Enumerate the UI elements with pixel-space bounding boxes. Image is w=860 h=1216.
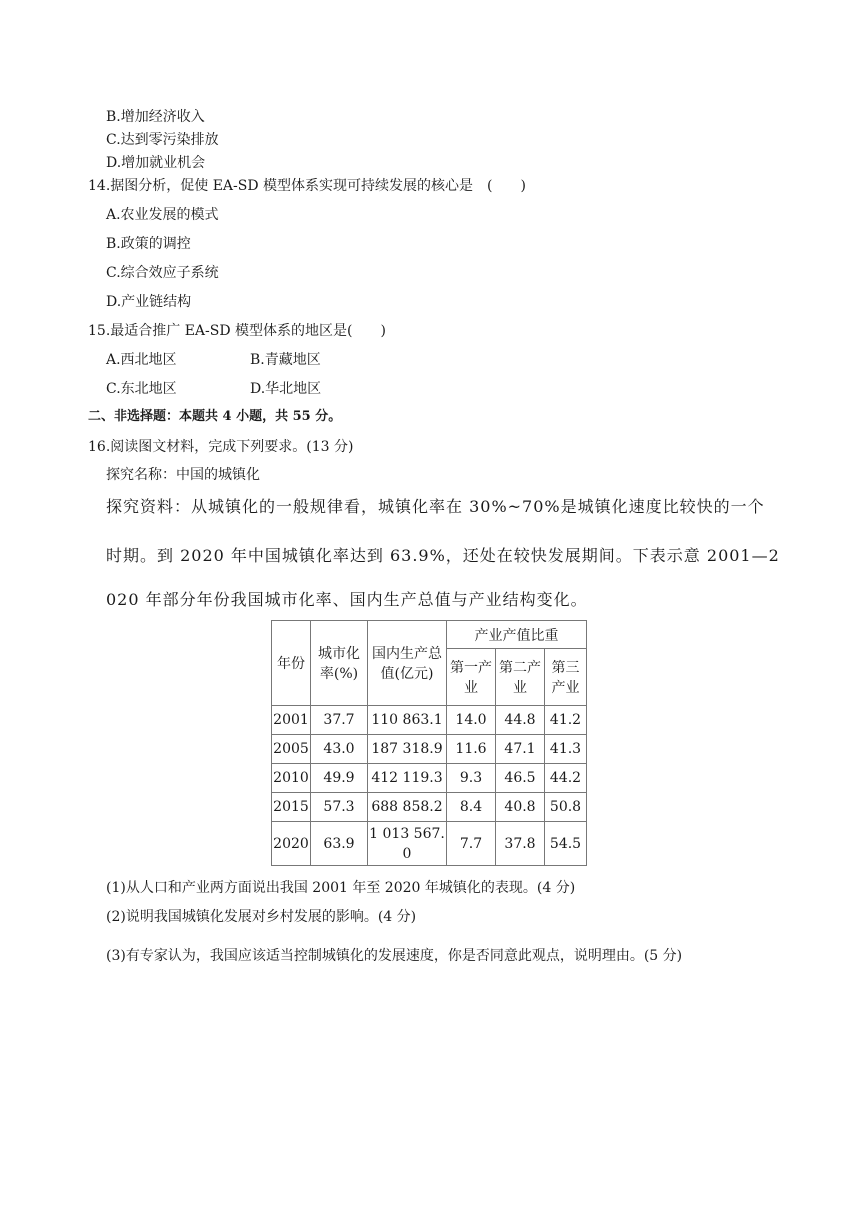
section-heading: 二、非选择题：本题共 4 小题，共 55 分。: [88, 409, 342, 424]
q13-option-b: B.增加经济收入: [106, 109, 205, 125]
header-urban-rate: 城市化 率(%): [311, 621, 368, 706]
cell-secondary: 46.5: [496, 764, 545, 793]
cell-year: 2005: [272, 735, 311, 764]
q15-stem: 15.最适合推广 EA-SD 模型体系的地区是( ): [88, 323, 386, 339]
cell-tertiary: 41.3: [545, 735, 587, 764]
cell-primary: 8.4: [447, 793, 496, 822]
q16-material-line-1: 探究资料：从城镇化的一般规律看，城镇化率在 30%~70%是城镇化速度比较快的一个: [106, 497, 765, 516]
cell-tertiary: 50.8: [545, 793, 587, 822]
header-year: 年份: [272, 621, 311, 706]
table-row: [272, 793, 587, 822]
header-industry-share: 产业产值比重: [447, 621, 587, 649]
cell-tertiary: 44.2: [545, 764, 587, 793]
cell-year: 2020: [272, 822, 311, 866]
q13-option-c: C.达到零污染排放: [106, 132, 219, 148]
cell-year: 2001: [272, 706, 311, 735]
cell-secondary: 37.8: [496, 822, 545, 866]
q14-stem: 14.据图分析，促使 EA-SD 模型体系实现可持续发展的核心是 ( ): [88, 178, 526, 194]
cell-gdp: 1 013 567. 0: [368, 822, 447, 866]
q14-option-d: D.产业链结构: [106, 294, 192, 310]
cell-secondary: 47.1: [496, 735, 545, 764]
cell-primary: 7.7: [447, 822, 496, 866]
q15-option-d: D.华北地区: [250, 381, 322, 397]
cell-primary: 14.0: [447, 706, 496, 735]
q16-material-line-2: 时期。到 2020 年中国城镇化率达到 63.9%，还处在较快发展期间。下表示意 2001—2: [106, 546, 780, 565]
cell-year: 2010: [272, 764, 311, 793]
q15-option-c: C.东北地区: [106, 381, 177, 397]
table-row: [272, 764, 587, 793]
cell-gdp: 412 119.3: [368, 764, 447, 793]
q15-option-a: A.西北地区: [106, 352, 177, 368]
q16-sub-1: (1)从人口和产业两方面说出我国 2001 年至 2020 年城镇化的表现。(4 分): [106, 880, 576, 896]
q14-option-b: B.政策的调控: [106, 236, 191, 252]
cell-urban: 37.7: [311, 706, 368, 735]
header-primary: 第一产 业: [447, 649, 496, 706]
cell-gdp: 688 858.2: [368, 793, 447, 822]
q16-sub-3: (3)有专家认为，我国应该适当控制城镇化的发展速度，你是否同意此观点，说明理由。(5 分): [106, 948, 683, 964]
table-row: [272, 735, 587, 764]
q15-option-b: B.青藏地区: [250, 352, 321, 368]
cell-urban: 63.9: [311, 822, 368, 866]
cell-urban: 43.0: [311, 735, 368, 764]
cell-secondary: 40.8: [496, 793, 545, 822]
q16-topic: 探究名称：中国的城镇化: [106, 467, 260, 483]
cell-urban: 49.9: [311, 764, 368, 793]
cell-tertiary: 41.2: [545, 706, 587, 735]
header-gdp: 国内生产总 值(亿元): [368, 621, 447, 706]
urbanization-table: [271, 620, 587, 866]
q16-sub-2: (2)说明我国城镇化发展对乡村发展的影响。(4 分): [106, 909, 417, 925]
q16-stem: 16.阅读图文材料，完成下列要求。(13 分): [88, 439, 354, 455]
cell-gdp: 110 863.1: [368, 706, 447, 735]
cell-year: 2015: [272, 793, 311, 822]
q16-material-line-3: 020 年部分年份我国城市化率、国内生产总值与产业结构变化。: [106, 590, 588, 609]
table-row: [272, 822, 587, 866]
cell-primary: 11.6: [447, 735, 496, 764]
cell-urban: 57.3: [311, 793, 368, 822]
cell-tertiary: 54.5: [545, 822, 587, 866]
q14-option-c: C.综合效应子系统: [106, 265, 219, 281]
q13-option-d: D.增加就业机会: [106, 155, 206, 171]
header-secondary: 第二产 业: [496, 649, 545, 706]
q14-option-a: A.农业发展的模式: [106, 207, 219, 223]
header-tertiary: 第三 产业: [545, 649, 587, 706]
table-row: [272, 706, 587, 735]
cell-secondary: 44.8: [496, 706, 545, 735]
cell-primary: 9.3: [447, 764, 496, 793]
cell-gdp: 187 318.9: [368, 735, 447, 764]
